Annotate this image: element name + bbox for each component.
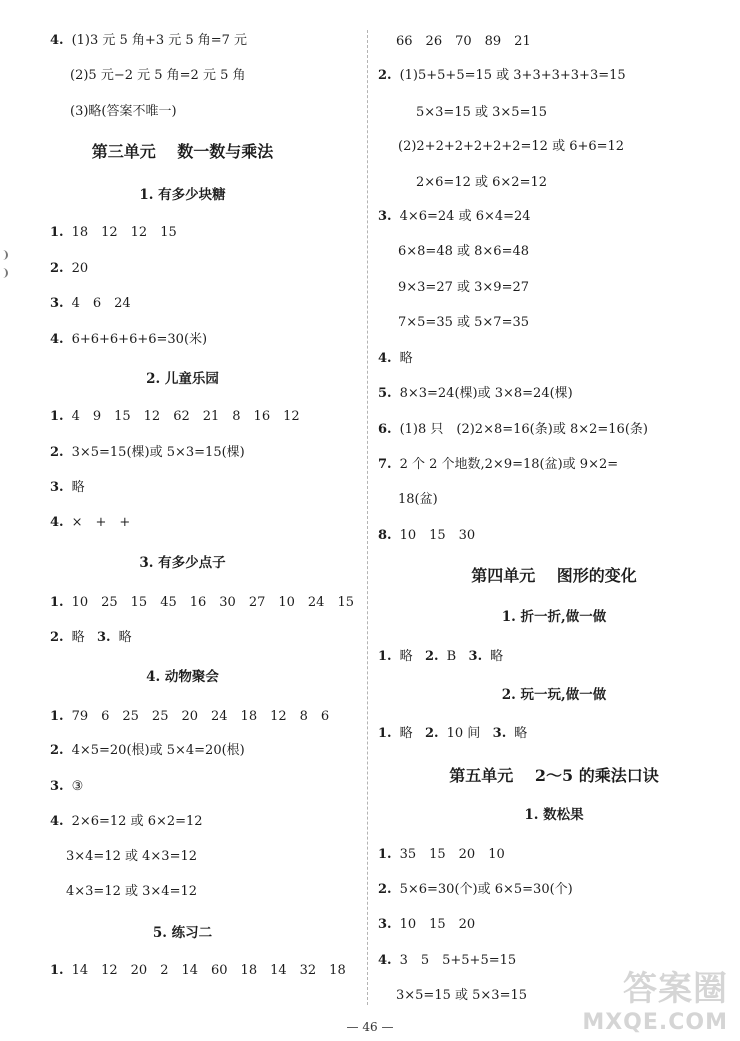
answer-line: 6. (1)8 只 (2)2×8=16(条)或 8×2=16(条) <box>378 422 648 437</box>
answer-line: 6×8=48 或 8×6=48 <box>398 244 530 259</box>
watermark-domain: MXQE.COM <box>582 1010 728 1035</box>
watermark-logo-text: 答案圈 <box>623 969 728 1009</box>
answer-line: 2. (1)5+5+5=15 或 3+3+3+3+3=15 <box>378 68 626 83</box>
watermark <box>582 969 728 1037</box>
section-heading: 5. 练习二 <box>152 925 213 941</box>
answer-line: 4. 6+6+6+6+6=30(米) <box>50 332 208 347</box>
answer-line: 1. 10 25 15 45 16 30 27 10 24 15 <box>50 595 354 610</box>
answer-line: 4×3=12 或 3×4=12 <box>66 884 198 899</box>
section-heading: 1. 折一折,做一做 <box>501 609 607 625</box>
answer-line: 1. 4 9 15 12 62 21 8 16 12 <box>50 409 300 424</box>
answer-line: 2. 略 3. 略 <box>50 630 132 645</box>
answer-line: 1. 14 12 20 2 14 60 18 14 32 18 <box>50 963 346 978</box>
answer-line: 2. 3×5=15(棵)或 5×3=15(棵) <box>50 445 245 460</box>
answer-line: 1. 18 12 12 15 <box>50 225 177 240</box>
section-heading: 1. 数松果 <box>524 807 584 823</box>
answer-line: 3. 4 6 24 <box>50 296 131 311</box>
answer-line: 4. 3 5 5+5+5=15 <box>378 953 517 968</box>
answer-line: 3. ③ <box>50 779 84 794</box>
answer-line: 5. 8×3=24(棵)或 3×8=24(棵) <box>378 386 573 401</box>
answer-line: 3×4=12 或 4×3=12 <box>66 849 198 864</box>
section-heading: 2. 玩一玩,做一做 <box>501 687 607 703</box>
unit-heading: 第五单元 2～5 的乘法口诀 <box>449 766 659 785</box>
answer-line: 9×3=27 或 3×9=27 <box>398 280 530 295</box>
answer-line: 3. 4×6=24 或 6×4=24 <box>378 209 531 224</box>
section-heading: 4. 动物聚会 <box>146 669 219 685</box>
answer-line: (2)5 元−2 元 5 角=2 元 5 角 <box>70 68 246 83</box>
answer-line: 4. 略 <box>378 351 413 366</box>
answer-line: 4. 2×6=12 或 6×2=12 <box>50 814 203 829</box>
answer-line: 2×6=12 或 6×2=12 <box>416 175 548 190</box>
section-heading: 2. 儿童乐园 <box>146 371 219 387</box>
answer-line: 2. 20 <box>50 261 89 276</box>
answer-line: 7. 2 个 2 个地数,2×9=18(盆)或 9×2= <box>378 457 619 472</box>
answer-line: 3. 10 15 20 <box>378 917 476 932</box>
answer-line: 2. 4×5=20(根)或 5×4=20(根) <box>50 743 245 758</box>
answer-line: 1. 35 15 20 10 <box>378 847 505 862</box>
answer-line: (2)2+2+2+2+2+2=12 或 6+6=12 <box>398 139 625 154</box>
section-heading: 1. 有多少块糖 <box>139 187 226 203</box>
answer-line: 2. 5×6=30(个)或 6×5=30(个) <box>378 882 573 897</box>
answer-line: 8. 10 15 30 <box>378 528 476 543</box>
left-column <box>0 0 365 1010</box>
answer-line: 7×5=35 或 5×7=35 <box>398 315 530 330</box>
section-heading: 3. 有多少点子 <box>139 555 226 571</box>
answer-line: 18(盆) <box>398 492 438 507</box>
answer-line: 3×5=15 或 5×3=15 <box>396 988 528 1003</box>
unit-heading: 第四单元 图形的变化 <box>471 566 637 585</box>
answer-line: 1. 79 6 25 25 20 24 18 12 8 6 <box>50 709 330 724</box>
answer-line: 4. (1)3 元 5 角+3 元 5 角=7 元 <box>50 33 248 48</box>
page-number: — 46 — <box>346 1020 394 1034</box>
answer-line: 1. 略 2. 10 间 3. 略 <box>378 726 528 741</box>
unit-heading: 第三单元 数一数与乘法 <box>91 142 274 161</box>
answer-line: 1. 略 2. B 3. 略 <box>378 649 504 664</box>
right-column <box>368 0 740 1010</box>
answer-line: 5×3=15 或 3×5=15 <box>416 105 548 120</box>
answer-line: 4. × + + <box>50 515 131 530</box>
answer-line: (3)略(答案不唯一) <box>70 104 177 119</box>
answer-line: 66 26 70 89 21 <box>396 34 531 49</box>
answer-line: 3. 略 <box>50 480 85 495</box>
